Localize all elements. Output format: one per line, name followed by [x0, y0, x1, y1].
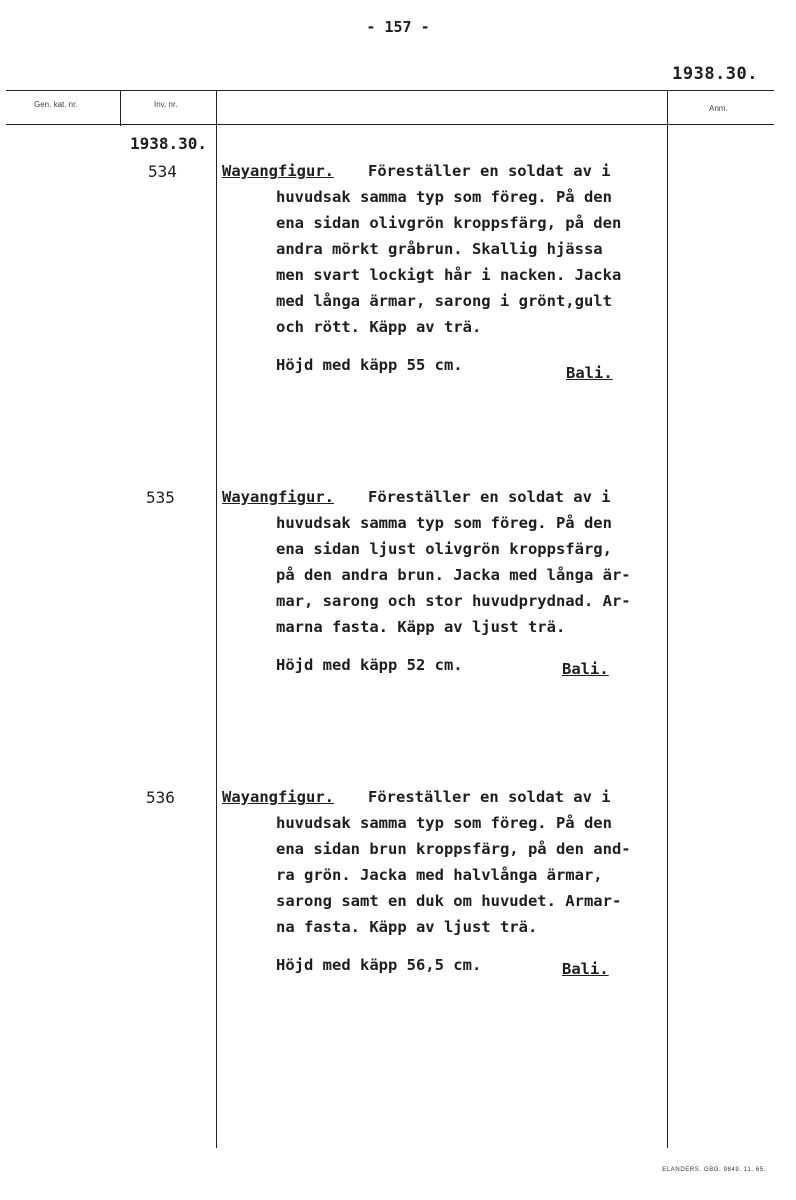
description-line: ena sidan olivgrön kroppsfärg, på den [276, 214, 622, 232]
description-first-line: Föreställer en soldat av i [368, 788, 611, 806]
description-line: ena sidan ljust olivgrön kroppsfärg, [276, 540, 612, 558]
page-number: - 157 - [366, 18, 430, 36]
description-line: ra grön. Jacka med halvlånga ärmar, [276, 866, 603, 884]
description-line: marna fasta. Käpp av ljust trä. [276, 618, 566, 636]
column-header-anm: Anm. [709, 104, 728, 113]
inventory-number: 534 [148, 162, 177, 181]
height-measurement: Höjd med käpp 52 cm. [276, 656, 463, 674]
description-line: andra mörkt gråbrun. Skallig hjässa [276, 240, 603, 258]
inventory-number: 536 [146, 788, 175, 807]
accession-number-header: 1938.30. [672, 64, 758, 84]
description-line: sarong samt en duk om huvudet. Armar- [276, 892, 622, 910]
description-line: med långa ärmar, sarong i grönt,gult [276, 292, 612, 310]
height-measurement: Höjd med käpp 55 cm. [276, 356, 463, 374]
description-line: huvudsak samma typ som föreg. På den [276, 188, 612, 206]
place-of-origin: Bali. [566, 364, 613, 382]
place-of-origin: Bali. [562, 660, 609, 678]
description-first-line: Föreställer en soldat av i [368, 162, 611, 180]
description-first-line: Föreställer en soldat av i [368, 488, 611, 506]
inventory-number: 535 [146, 488, 175, 507]
table-rule-header-bottom [6, 124, 774, 125]
printer-imprint: ELANDERS. GBG. 9849. 11. 65. [662, 1167, 766, 1173]
height-measurement: Höjd med käpp 56,5 cm. [276, 956, 482, 974]
column-header-gen-kat-nr: Gen. kat. nr. [34, 100, 78, 109]
place-of-origin: Bali. [562, 960, 609, 978]
description-line: och rött. Käpp av trä. [276, 318, 482, 336]
description-line: på den andra brun. Jacka med långa är- [276, 566, 631, 584]
entry-title: Wayangfigur. [222, 488, 334, 506]
description-line: men svart lockigt hår i nacken. Jacka [276, 266, 622, 284]
description-line: na fasta. Käpp av ljust trä. [276, 918, 538, 936]
description-line: huvudsak samma typ som föreg. På den [276, 514, 612, 532]
date-lead: 1938.30. [130, 134, 208, 153]
description-line: ena sidan brun kroppsfärg, på den and- [276, 840, 631, 858]
description-line: huvudsak samma typ som föreg. På den [276, 814, 612, 832]
column-divider-2 [216, 90, 217, 1148]
description-line: mar, sarong och stor huvudprydnad. Ar- [276, 592, 631, 610]
column-divider-3 [667, 90, 668, 1148]
entry-title: Wayangfigur. [222, 162, 334, 180]
entry-title: Wayangfigur. [222, 788, 334, 806]
table-rule-top [6, 90, 774, 91]
column-header-inv-nr: Inv. nr. [154, 100, 178, 109]
column-divider-1 [120, 90, 121, 126]
